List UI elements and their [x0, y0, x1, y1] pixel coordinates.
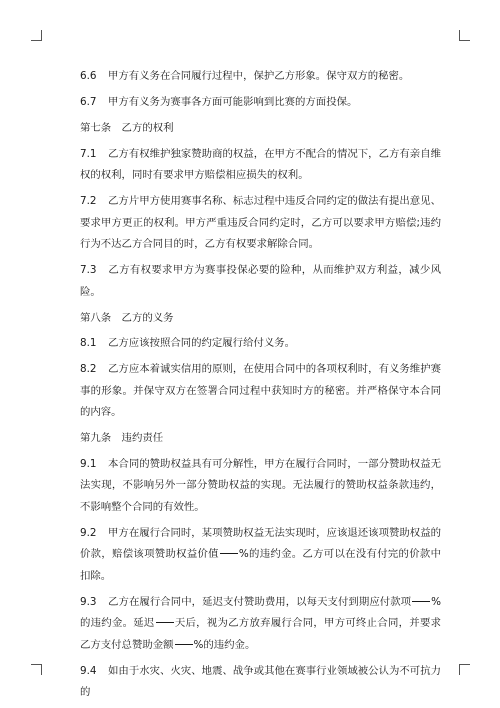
clause-number: 7.1 [80, 147, 97, 160]
clause-text: 乙方应该按照合同的约定履行给付义务。 [108, 337, 296, 349]
clause-9-4 [80, 661, 441, 704]
clause-number: 6.7 [80, 96, 97, 108]
clause-8-1 [80, 333, 441, 355]
clause-9-2 [80, 523, 441, 588]
clause-text-part: 天后，视为乙方放弃履行合同，甲方可终止合同，并要求乙方支付总赞助金额 [80, 617, 441, 651]
fill-in-blank [175, 643, 193, 645]
crop-mark-top-left [31, 30, 42, 41]
fill-in-blank [412, 600, 430, 602]
clause-text: 乙方片甲方使用赛事名称、标志过程中违反合同约定的做法有提出意见、要求甲方更正的权利。甲方严重违反合同约定时，乙方可以要求甲方赔偿;违约行为不达乙方合同目的时，乙方有权要求解除合同。 [80, 195, 441, 250]
crop-mark-bottom-right [459, 664, 470, 675]
clause-number: 9.2 [80, 526, 97, 539]
article-title: 第八条 乙方的义务 [80, 311, 174, 324]
clause-text: 甲方有义务在合同履行过程中，保护乙方形象。保守双方的秘密。 [108, 70, 410, 82]
article-title: 第九条 违约责任 [80, 432, 164, 444]
clause-number: 9.3 [80, 595, 97, 608]
clause-text: 乙方有权维护独家赞助商的权益，在甲方不配合的情况下，乙方有亲自维权的权利，同时有要求甲方赔偿相应损失的权利。 [80, 147, 441, 181]
fill-in-blank [156, 621, 174, 623]
clause-number: 9.1 [80, 457, 97, 470]
clause-text-part: %的违约金。乙方可以在没有付完的价款中扣除。 [80, 548, 441, 582]
crop-mark-bottom-left [31, 664, 42, 675]
clause-6-7 [80, 92, 441, 114]
clause-text: 乙方有权要求甲方为赛事投保必要的险种，从而维护双方利益，减少风险。 [80, 264, 441, 298]
clause-9-1 [80, 454, 441, 519]
clause-text-part: 甲方在履行合同时，某项赞助权益无法实现时，应该退还该项赞助权益的价款，赔偿该项赞助权益价值 [80, 526, 441, 560]
clause-text-part: %的违约金。延迟 [80, 595, 441, 629]
clause-8-2 [80, 359, 441, 424]
article-8-heading [80, 308, 441, 330]
clause-number: 7.3 [80, 264, 97, 276]
clause-number: 6.6 [80, 70, 97, 82]
clause-number: 8.2 [80, 363, 97, 375]
clause-text-part: %的违约金。 [193, 638, 256, 651]
clause-number: 8.1 [80, 337, 97, 349]
clause-text: 乙方应本着诚实信用的原则，在使用合同中的各项权利时，有义务维护赛事的形象。并保守双方在签署合同过程中获知时方的秘密。并严格保守本合同的内容。 [80, 363, 441, 418]
clause-number: 7.2 [80, 195, 97, 207]
clause-text-part: 乙方在履行合同中，延迟支付赞助费用，以每天支付到期应付款项 [108, 595, 412, 608]
crop-mark-top-right [459, 30, 470, 41]
clause-text: 如由于水灾、火灾、地震、战争或其他在赛事行业领域被公认为不可抗力的 [80, 664, 441, 698]
document-body [80, 66, 441, 708]
clause-7-3 [80, 260, 441, 303]
article-title: 第七条 乙方的权利 [80, 122, 174, 134]
clause-6-6 [80, 66, 441, 88]
fill-in-blank [220, 552, 238, 554]
clause-number: 9.4 [80, 664, 97, 677]
clause-text: 本合同的赞助权益具有可分解性，甲方在履行合同时，一部分赞助权益无法实现，不影响另外一部分赞助权益的实现。无法履行的赞助权益条款违约，不影响整个合同的有效性。 [80, 457, 441, 513]
article-7-heading [80, 118, 441, 140]
clause-9-3 [80, 592, 441, 657]
article-9-heading [80, 428, 441, 450]
clause-text: 甲方有义务为赛事各方面可能影响到比赛的方面投保。 [108, 96, 358, 108]
clause-7-1 [80, 144, 441, 187]
clause-7-2 [80, 191, 441, 256]
